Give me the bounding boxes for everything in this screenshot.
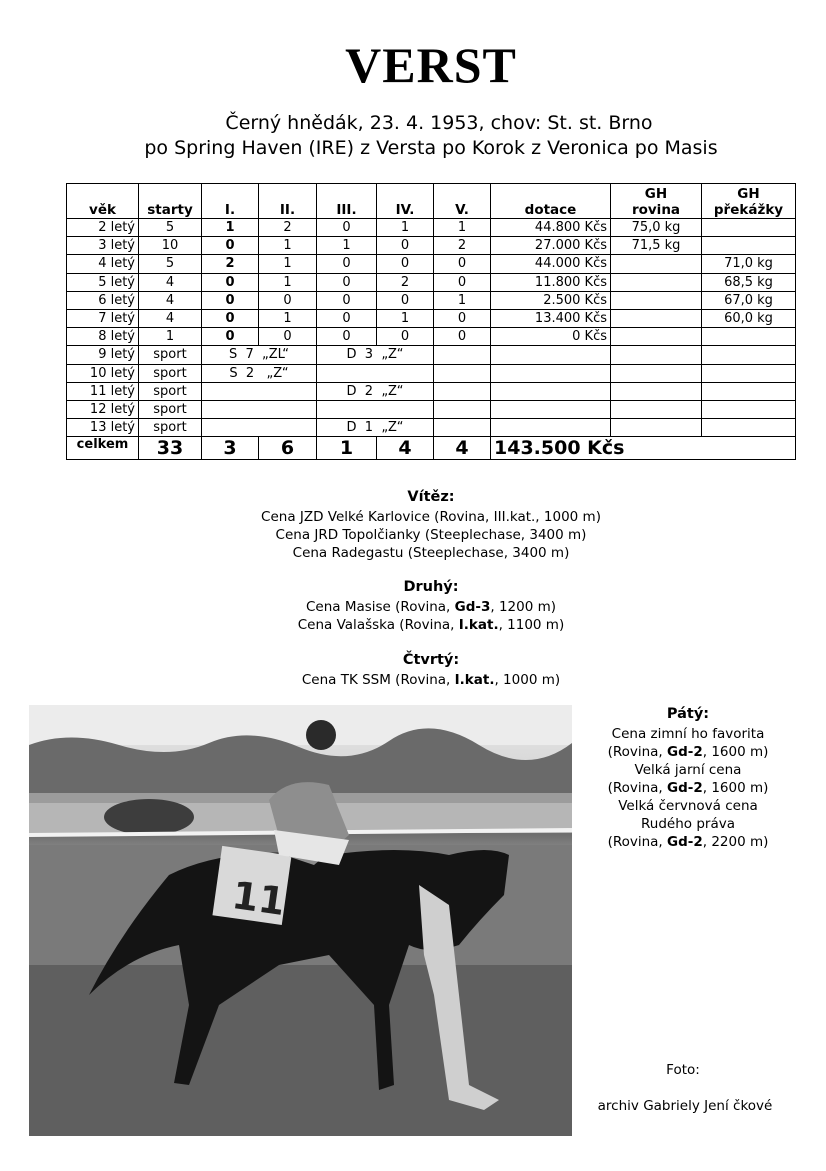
race-grade: I.kat. [454,672,495,688]
winner-heading: Vítěz: [407,489,455,505]
cell-age: 11 letý [67,382,139,400]
cell-fourth: 1 [377,219,434,237]
cell-prize-money: 2.500 Kčs [491,291,611,309]
cell-sport-result: S 7 „ZL“ [202,346,317,364]
cell-empty [491,400,611,418]
cell-second: 2 [259,219,317,237]
cell-age: 7 letý [67,309,139,327]
cell-empty [434,364,491,382]
cell-second: 0 [259,291,317,309]
cell-fourth: 0 [377,255,434,273]
cell-empty [434,400,491,418]
cell-fifth: 0 [434,309,491,327]
cell-starts: sport [139,364,202,382]
cell-gh-flat [611,255,702,273]
fifth-place-section [588,703,788,851]
total-label: celkem [67,437,139,460]
total-fifth: 4 [434,437,491,460]
cell-sport-result [317,400,434,418]
cell-third: 0 [317,219,377,237]
cell-prize-money: 13.400 Kčs [491,309,611,327]
cell-gh-flat [611,273,702,291]
race-text: (Rovina, [607,834,668,850]
cell-empty [611,364,702,382]
cell-starts: 4 [139,291,202,309]
fifth-race: Rudého práva [641,816,735,832]
table-row [67,400,796,418]
cell-third: 0 [317,291,377,309]
cell-age: 2 letý [67,219,139,237]
cell-age: 3 letý [67,237,139,255]
cell-gh-flat [611,291,702,309]
horse-photo [29,705,572,1136]
table-row [67,219,796,237]
cell-fifth: 0 [434,273,491,291]
photo-credit-label: Foto: [666,1062,700,1078]
table-header-row [67,184,796,219]
cell-starts: 10 [139,237,202,255]
photo-credit-source: archiv Gabriely Jení čkové [597,1098,773,1114]
cell-gh-jump [702,237,796,255]
col-third: III. [317,184,377,219]
cell-fourth: 1 [377,309,434,327]
col-prize-money: dotace [491,184,611,219]
cell-age: 5 letý [67,273,139,291]
cell-starts: sport [139,419,202,437]
cell-empty [702,382,796,400]
total-fourth: 4 [377,437,434,460]
cell-starts: 5 [139,219,202,237]
cell-starts: sport [139,382,202,400]
horse-details: Černý hnědák, 23. 4. 1953, chov: St. st. Brno [225,112,653,134]
cell-empty [491,419,611,437]
cell-third: 0 [317,309,377,327]
cell-gh-jump: 71,0 kg [702,255,796,273]
cell-empty [491,382,611,400]
cell-prize-money: 27.000 Kčs [491,237,611,255]
cell-starts: 4 [139,309,202,327]
cell-age: 4 letý [67,255,139,273]
cell-starts: 4 [139,273,202,291]
cell-starts: sport [139,346,202,364]
gh-jump-label: GH překážky [713,186,784,218]
race-text: Cena Valašska (Rovina, [297,617,459,633]
cell-first: 1 [202,219,259,237]
cell-first: 2 [202,255,259,273]
cell-empty [611,382,702,400]
race-text: (Rovina, [607,744,668,760]
winner-section [0,486,826,562]
cell-age: 12 letý [67,400,139,418]
race-text: , 1600 m) [702,780,769,796]
col-starts: starty [139,184,202,219]
cell-fifth: 1 [434,219,491,237]
cell-second: 1 [259,309,317,327]
cell-empty [434,346,491,364]
fifth-race: Cena zimní ho favorita [611,726,765,742]
cell-empty [702,419,796,437]
fifth-race: Velká jarní cena [634,762,742,778]
cell-gh-jump: 60,0 kg [702,309,796,327]
saddle-number: 11 [229,873,288,924]
total-second: 6 [259,437,317,460]
cell-second: 0 [259,328,317,346]
cell-fifth: 0 [434,255,491,273]
cell-fifth: 0 [434,328,491,346]
total-starts: 33 [139,437,202,460]
col-age: věk [67,184,139,219]
cell-empty [491,346,611,364]
page-title: VERST [345,37,517,93]
table-row [67,328,796,346]
racing-record-table [66,183,796,460]
col-first: I. [202,184,259,219]
cell-fourth: 0 [377,291,434,309]
cell-empty [702,346,796,364]
second-race [0,616,826,634]
pedigree: po Spring Haven (IRE) z Versta po Korok z Veronica po Masis [144,137,718,159]
table-row [67,237,796,255]
race-text: , 1000 m) [494,672,561,688]
cell-empty [611,419,702,437]
cell-fourth: 0 [377,237,434,255]
cell-sport-result [202,382,317,400]
race-text: , 1100 m) [498,617,565,633]
cell-age: 6 letý [67,291,139,309]
cell-empty [611,346,702,364]
race-text: Cena Masise (Rovina, [305,599,455,615]
cell-fourth: 0 [377,328,434,346]
fourth-place-section [0,649,826,689]
fourth-race [0,671,826,689]
col-gh-jump [702,184,796,219]
race-text: , 1600 m) [702,744,769,760]
cell-sport-result [317,364,434,382]
cell-starts: sport [139,400,202,418]
cell-empty [611,400,702,418]
fifth-race-details [588,779,788,797]
cell-age: 10 letý [67,364,139,382]
table-row [67,291,796,309]
race-grade: Gd-2 [667,744,703,760]
second-place-section [0,576,826,634]
race-grade: Gd-3 [454,599,491,615]
cell-empty [702,364,796,382]
race-text: , 2200 m) [702,834,769,850]
col-second: II. [259,184,317,219]
cell-prize-money: 44.800 Kčs [491,219,611,237]
cell-sport-result [202,419,317,437]
cell-age: 8 letý [67,328,139,346]
cell-second: 1 [259,255,317,273]
cell-sport-result: D 3 „Z“ [317,346,434,364]
cell-third: 0 [317,328,377,346]
table-row [67,309,796,327]
table-total-row [67,437,796,460]
cell-empty [434,419,491,437]
winner-race: Cena JRD Topolčianky (Steeplechase, 3400 m) [275,527,587,543]
cell-prize-money: 44.000 Kčs [491,255,611,273]
col-gh-flat [611,184,702,219]
cell-gh-jump [702,328,796,346]
cell-gh-jump: 68,5 kg [702,273,796,291]
table-row [67,255,796,273]
fifth-race-details [588,743,788,761]
winner-race: Cena Radegastu (Steeplechase, 3400 m) [292,545,570,561]
race-grade: I.kat. [458,617,499,633]
cell-empty [702,400,796,418]
col-fifth: V. [434,184,491,219]
gh-flat-label: GH rovina [631,186,681,218]
total-first: 3 [202,437,259,460]
table-row [67,419,796,437]
cell-sport-result [202,400,317,418]
cell-age: 13 letý [67,419,139,437]
cell-gh-jump: 67,0 kg [702,291,796,309]
cell-age: 9 letý [67,346,139,364]
cell-sport-result: D 2 „Z“ [317,382,434,400]
col-fourth: IV. [377,184,434,219]
race-grade: Gd-2 [667,834,703,850]
cell-prize-money: 11.800 Kčs [491,273,611,291]
cell-gh-flat: 71,5 kg [611,237,702,255]
total-prize-money: 143.500 Kčs [491,437,702,460]
table-row [67,382,796,400]
cell-fifth: 2 [434,237,491,255]
cell-prize-money: 0 Kčs [491,328,611,346]
cell-starts: 5 [139,255,202,273]
cell-first: 0 [202,328,259,346]
cell-empty [491,364,611,382]
cell-third: 0 [317,255,377,273]
cell-starts: 1 [139,328,202,346]
cell-first: 0 [202,273,259,291]
race-text: Cena TK SSM (Rovina, [301,672,455,688]
cell-gh-flat [611,328,702,346]
race-text: , 1200 m) [490,599,557,615]
cell-fourth: 2 [377,273,434,291]
cell-first: 0 [202,309,259,327]
cell-empty [434,382,491,400]
table-row [67,364,796,382]
table-row [67,273,796,291]
cell-first: 0 [202,291,259,309]
fifth-race-details [588,833,788,851]
total-empty [702,437,796,460]
cell-gh-flat: 75,0 kg [611,219,702,237]
horse-photo-illustration [29,705,572,1136]
cell-gh-flat [611,309,702,327]
cell-second: 1 [259,237,317,255]
fifth-race: Velká červnová cena [618,798,758,814]
cell-gh-jump [702,219,796,237]
race-grade: Gd-2 [667,780,703,796]
second-heading: Druhý: [403,579,459,595]
cell-third: 0 [317,273,377,291]
cell-fifth: 1 [434,291,491,309]
fourth-heading: Čtvrtý: [402,652,460,668]
race-text: (Rovina, [607,780,668,796]
cell-third: 1 [317,237,377,255]
cell-sport-result: S 2 „Z“ [202,364,317,382]
winner-race: Cena JZD Velké Karlovice (Rovina, III.kat., 1000 m) [261,509,601,525]
table-row [67,346,796,364]
total-third: 1 [317,437,377,460]
cell-first: 0 [202,237,259,255]
fifth-heading: Pátý: [666,706,710,722]
cell-sport-result: D 1 „Z“ [317,419,434,437]
second-race [0,598,826,616]
cell-second: 1 [259,273,317,291]
